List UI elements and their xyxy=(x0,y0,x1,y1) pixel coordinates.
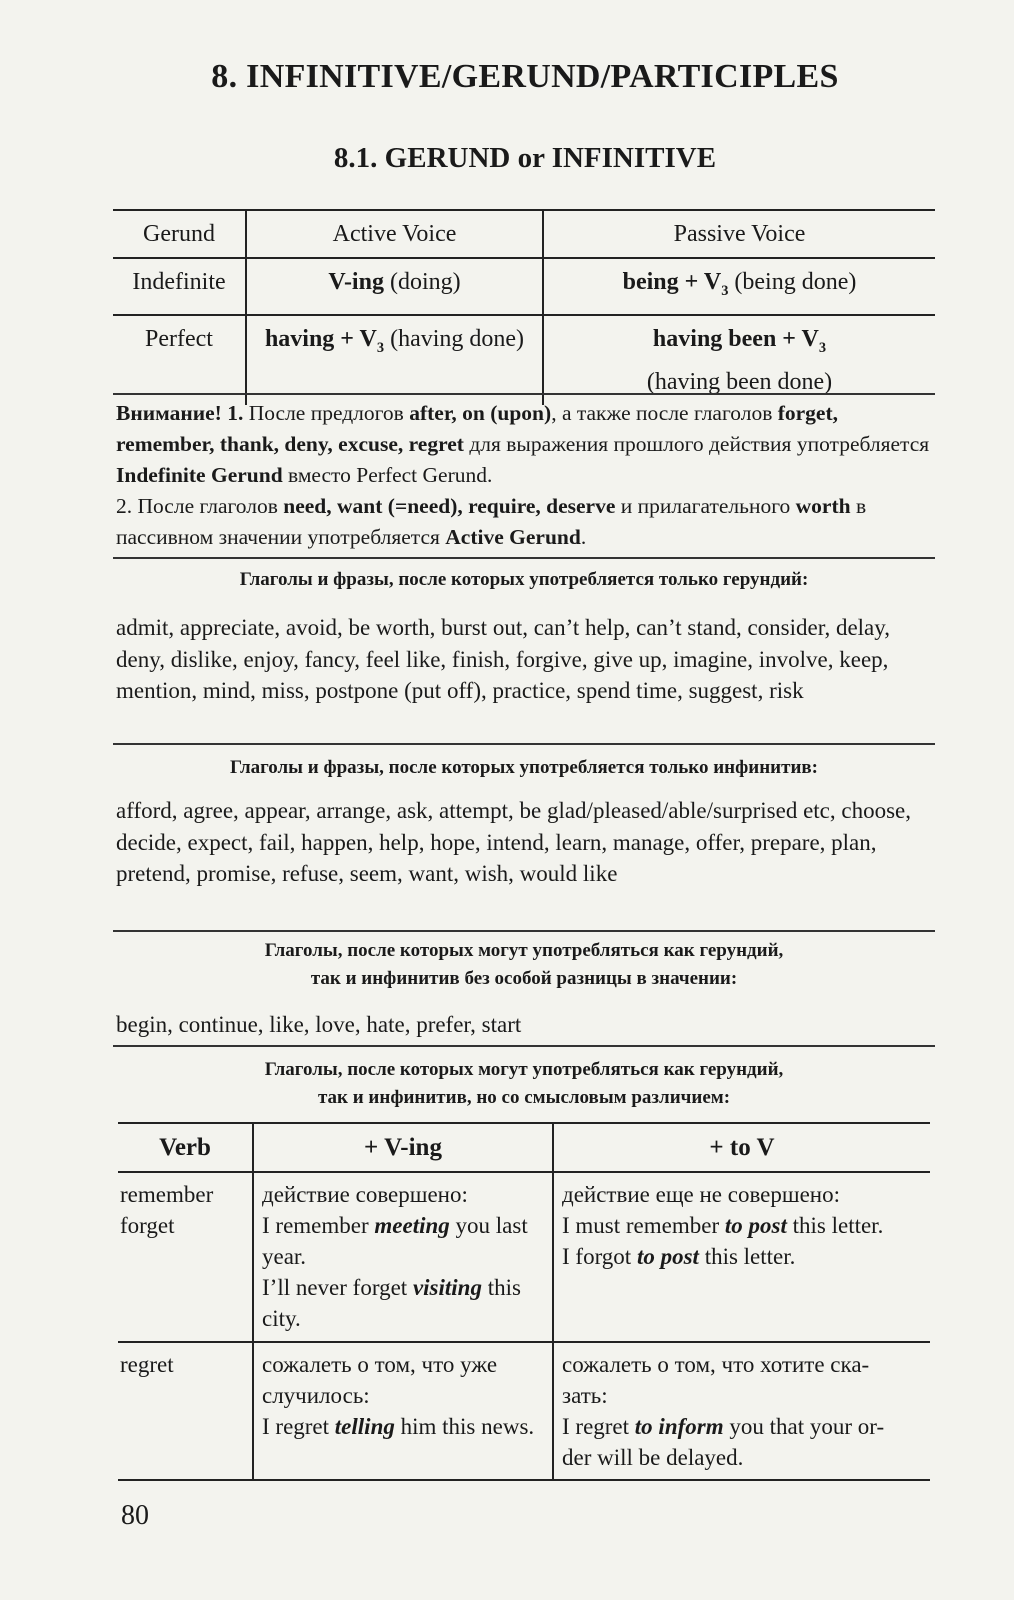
example-verb: to inform xyxy=(634,1414,724,1439)
header-cell: + to V xyxy=(553,1123,930,1172)
header-cell: Verb xyxy=(118,1123,253,1172)
example-verb: meeting xyxy=(374,1213,450,1238)
text-segment: действие еще не совершено: I must remember xyxy=(562,1182,841,1238)
tov-cell xyxy=(553,1342,930,1480)
header-cell: Passive Voice xyxy=(543,210,935,258)
text-segment: this city. xyxy=(262,1275,521,1331)
passive-cell xyxy=(543,258,935,315)
row-label: Perfect xyxy=(113,315,246,405)
bold-text: Indefinite Gerund xyxy=(116,463,283,487)
subscript: 3 xyxy=(376,339,385,356)
divider xyxy=(113,1045,935,1047)
bold-text: having been + V xyxy=(652,325,819,352)
text-segment: him this news. xyxy=(394,1414,535,1439)
attention-note xyxy=(116,398,936,553)
section-title: 8.1. GERUND or INFINITIVE xyxy=(333,142,717,174)
subscript: 3 xyxy=(721,282,729,299)
text-segment: в пассивном значении употребляется xyxy=(116,494,867,549)
table-row xyxy=(118,1172,930,1342)
text-segment: 2. После глаголов xyxy=(116,494,284,518)
table-row xyxy=(113,258,935,315)
divider xyxy=(113,930,935,932)
passive-cell xyxy=(543,315,935,405)
text-segment: для выражения прошлого действия употребляется xyxy=(463,432,930,456)
verb-meaning-table xyxy=(118,1122,930,1481)
text-segment: сожалеть о том, что уже случилось: I regret xyxy=(262,1352,498,1439)
text-segment: you that your or- der will be delayed. xyxy=(562,1414,885,1470)
bold-text: having + V xyxy=(264,325,377,352)
gerund-only-heading: Глаголы и фразы, после которых употребляется только герундий: xyxy=(239,569,809,590)
text-segment: (having been done) xyxy=(646,368,833,395)
example-verb: to post xyxy=(636,1244,699,1269)
example-verb: visiting xyxy=(412,1275,482,1300)
bold-text: after, on (upon) xyxy=(409,401,552,425)
chapter-title: 8. INFINITIVE/GERUND/PARTICIPLES xyxy=(211,58,839,95)
active-cell xyxy=(246,315,543,405)
table-header-row xyxy=(113,210,935,258)
table-row xyxy=(118,1342,930,1480)
bold-text: V-ing xyxy=(328,269,384,295)
infinitive-only-heading: Глаголы и фразы, после которых употребляется только инфинитив: xyxy=(230,757,818,778)
verb-cell: remember forget xyxy=(118,1172,253,1342)
infinitive-only-list: afford, agree, appear, arrange, ask, attempt, be glad/pleased/able/surprised etc, choose, decide, expect, fail, happen, help, hope, intend, learn, manage, offer, prepare, plan, pretend, promise, refuse, seem, want, wish, would like xyxy=(116,798,911,886)
ving-cell xyxy=(253,1342,553,1480)
verb-cell: regret xyxy=(118,1342,253,1480)
header-cell: + V-ing xyxy=(253,1123,553,1172)
text-segment: (being done) xyxy=(728,269,857,295)
bold-text: worth xyxy=(795,494,851,518)
text-segment: сожалеть о том, что хотите ска- зать: I regret xyxy=(562,1352,870,1439)
text-segment: После предлогов xyxy=(243,401,410,425)
divider xyxy=(113,557,935,559)
text-segment: (having done) xyxy=(384,325,525,352)
text-segment: вместо Perfect Gerund. xyxy=(282,463,493,487)
subscript: 3 xyxy=(818,339,827,356)
text-segment: (doing) xyxy=(383,269,461,295)
gerund-forms-table xyxy=(113,209,935,405)
table-row xyxy=(113,315,935,405)
example-verb: to post xyxy=(724,1213,787,1238)
text-segment: действие совершено: I remember xyxy=(262,1182,468,1238)
bold-text: being + V xyxy=(622,269,722,295)
ving-cell xyxy=(253,1172,553,1342)
header-cell: Active Voice xyxy=(246,210,543,258)
text-segment: you last year. I’ll never forget xyxy=(262,1213,528,1300)
table-header-row xyxy=(118,1123,930,1172)
text-segment: и прилагательного xyxy=(615,494,796,518)
text-segment: , а также после глаголов xyxy=(551,401,778,425)
divider xyxy=(113,743,935,745)
example-verb: telling xyxy=(334,1414,395,1439)
bold-text: need, want (=need), require, deserve xyxy=(283,494,616,518)
divider xyxy=(113,393,935,395)
text-segment: this letter. xyxy=(698,1244,796,1269)
active-cell xyxy=(246,258,543,315)
both-same-heading: Глаголы, после которых могут употребляться как герундий, так и инфинитив без особой разницы в значении: xyxy=(264,940,784,989)
text-segment: . xyxy=(580,525,587,549)
row-label: Indefinite xyxy=(113,258,246,315)
bold-text: forget, remember, thank, deny, excuse, regret xyxy=(116,401,839,456)
both-same-list: begin, continue, like, love, hate, prefer, start xyxy=(116,1012,522,1037)
text-segment: this letter. I forgot xyxy=(562,1213,884,1269)
tov-cell xyxy=(553,1172,930,1342)
both-different-heading: Глаголы, после которых могут употребляться как герундий, так и инфинитив, но со смысловым различием: xyxy=(264,1059,784,1108)
header-cell: Gerund xyxy=(113,210,246,258)
bold-text: Active Gerund xyxy=(445,525,581,549)
page-number: 80 xyxy=(121,1500,149,1531)
gerund-only-list: admit, appreciate, avoid, be worth, burst out, can’t help, can’t stand, consider, delay, deny, dislike, enjoy, fancy, feel like, finish, forgive, give up, imagine, involve, keep, mention, mind, miss, postpone (put off), practice, spend time, suggest, risk xyxy=(116,615,891,703)
bold-text: Внимание! 1. xyxy=(116,401,244,425)
